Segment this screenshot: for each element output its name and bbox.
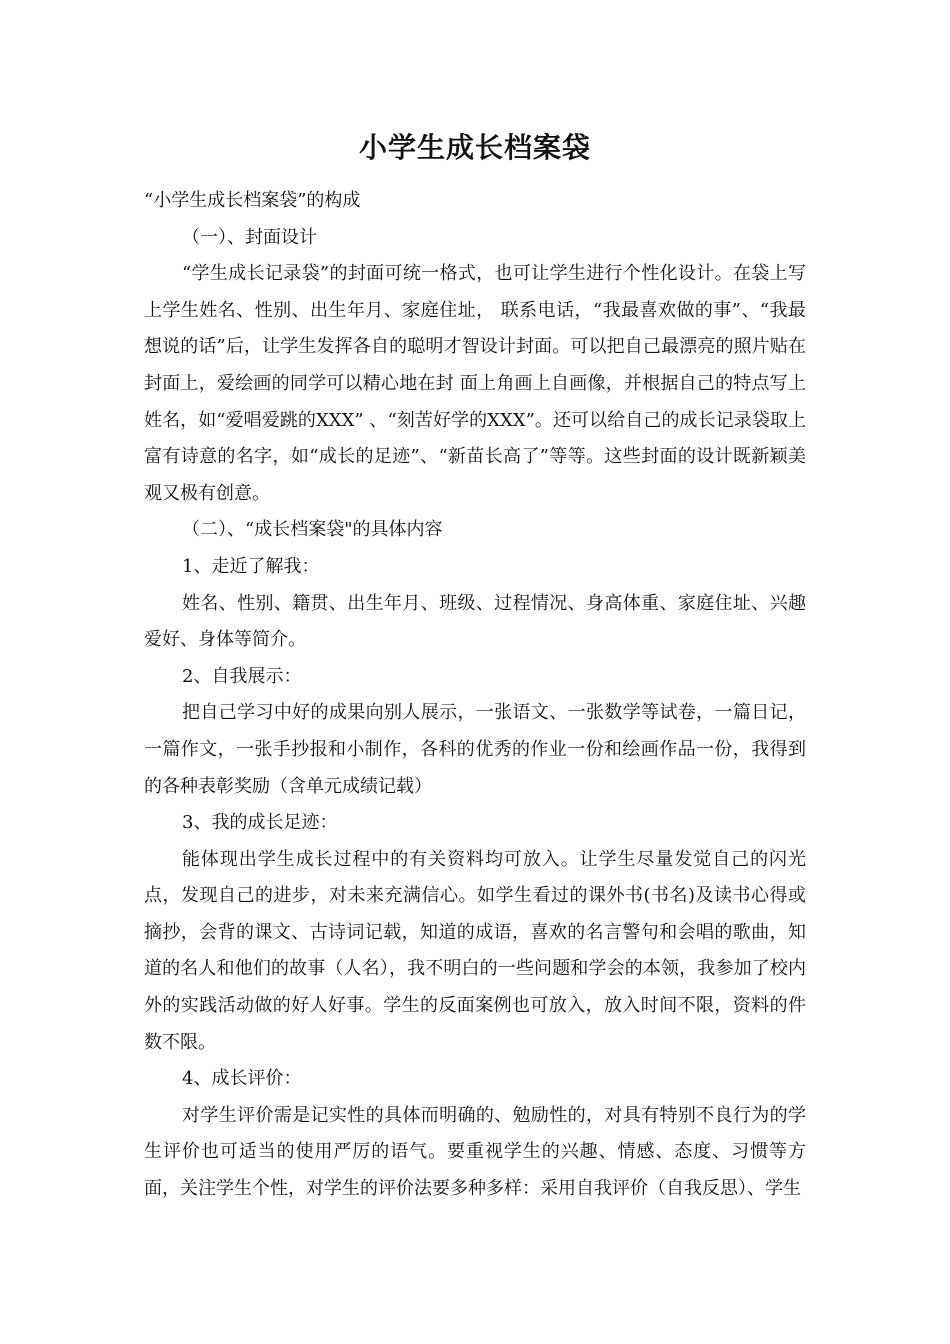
subsection-heading: （一）、封面设计 (182, 226, 317, 248)
page-title: 小学生成长档案袋 (358, 131, 591, 164)
body-paragraph: 能体现出学生成长过程中的有关资料均可放入。让学生尽量发觉自己的闪光点，发现自己的进步，对未来充满信心。如学生看过的课外书(书名)及读书心得或摘抄，会背的课文、古诗词记载，知道的成语，喜欢的名言警句和会唱的歌曲，知道的名人和他们的故事（人名），我不明白的一些问题和学会的本领，我参加了校内外的实践活动做的好人好事。学生的反面案例也可放入，放入时间不限，资料的件数不限。 (144, 848, 806, 1053)
body-paragraph: 对学生评价需是记实性的具体而明确的、勉励性的，对具有特别不良行为的学生评价也可适当的使用严厉的语气。要重视学生的兴趣、情感、态度、习惯等方面，关注学生个性，对学生的评价法要多种多样：采用自我评价（自我反思）、学生 (144, 1104, 806, 1200)
item-heading: 2、自我展示： (182, 665, 302, 687)
item-heading: 1、走近了解我： (182, 555, 320, 577)
subsection-heading: （二）、“成长档案袋"的具体内容 (182, 519, 443, 541)
section-heading: “小学生成长档案袋”的构成 (144, 190, 361, 211)
item-heading: 3、我的成长足迹： (182, 812, 338, 834)
document-body (144, 183, 806, 1208)
item-heading: 4、成长评价： (182, 1068, 302, 1090)
body-paragraph: 把自己学习中好的成果向别人展示，一张语文、一张数学等试卷，一篇日记，一篇作文，一张手抄报和小制作，各科的优秀的作业一份和绘画作品一份，我得到的各种表彰奖励（含单元成绩记载） (144, 702, 806, 797)
body-paragraph: “学生成长记录袋”的封面可统一格式，也可让学生进行个性化设计。在袋上写上学生姓名、性别、出生年月、家庭住址， 联系电话，“我最喜欢做的事”、“我最想说的话”后，让学生发挥各自的聪明才智设计封面。可以把自己最漂亮的照片贴在封面上，爱绘画的同学可以精心地在封 面上角画上自画像，并根据自己的特点写上姓名，如“爱唱爱跳的XXX” 、“刻苦好学的XXX”。还可以给自己的成长记录袋取上富有诗意的名字，如“成长的足迹”、“新苗长高了”等等。这些封面的设计既新颖美观又极有创意。 (144, 263, 806, 504)
body-paragraph: 姓名、性别、籍贯、出生年月、班级、过程情况、身高体重、家庭住址、兴趣爱好、身体等简介。 (144, 592, 806, 651)
